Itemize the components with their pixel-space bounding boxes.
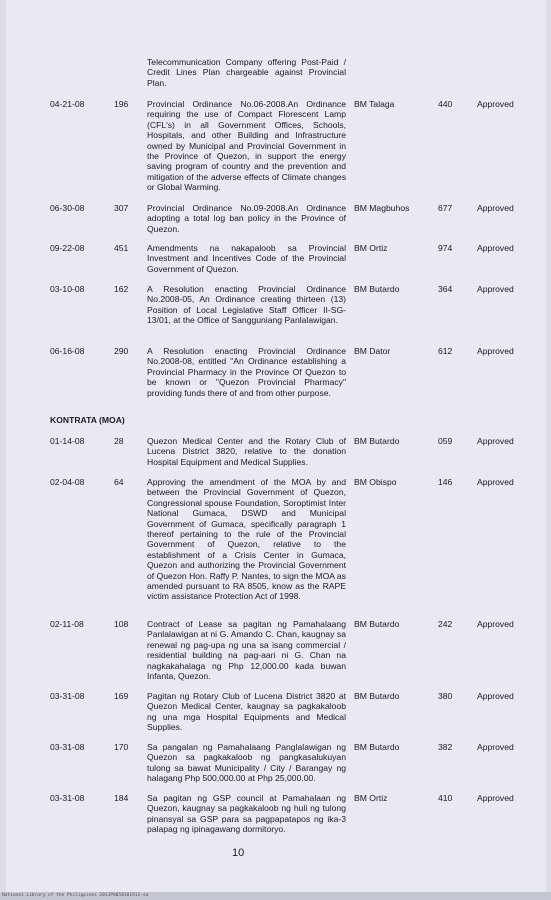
row-description: Contract of Lease sa pagitan ng Pamahalaang Panlalawigan at ni G. Amando C. Chan, kaugnay sa renewal ng pag-upa ng una sa isang commercial / residential building na pag-aari ni G. Chan na nagkakahalaga ng Php 12,000.00 kada buwan Infanta, Quezon. [147, 619, 346, 682]
row-date: 03-31-08 [50, 691, 85, 701]
row-status: Approved [477, 99, 514, 109]
row-code: 677 [438, 203, 453, 213]
row-date: 03-31-08 [50, 742, 85, 752]
row-author: BM Butardo [354, 742, 400, 752]
row-date: 04-21-08 [50, 99, 85, 109]
row-code: 364 [438, 284, 453, 294]
row-description: A Resolution enacting Provincial Ordinance No.2008-05, An Ordinance creating thirteen (13) Position of Local Legislative Staff Officer II-SG-13/01, at the Office of Sangguniang Panlalawigan. [147, 284, 346, 326]
row-code: 146 [438, 477, 453, 487]
row-status: Approved [477, 691, 514, 701]
row-date: 02-11-08 [50, 619, 84, 629]
row-code: 380 [438, 691, 453, 701]
row-description: Quezon Medical Center and the Rotary Club of Lucena District 3820, relative to the donation Hospital Equipment and Medical Supplies. [147, 436, 346, 467]
row-author: BM Butardo [354, 691, 400, 701]
row-description: Approving the amendment of the MOA by and between the Provincial Government of Quezon, Congressional spouse Foundation, Soroptimist Inter National Gumaca, DSWD and Municipal Government of Gumaca, specifically paragraph 1 thereof pertaining to the rule of the Provincial Government of Quezon, relative to the establishment of a Crisis Center in Gumaca, Quezon and authorizing the Provincial Government of Quezon Hon. Raffy P. Nantes, to sign the MOA as amended pursuant to RA 8505, know as the RAPE victim assistance Protection Act of 1998. [147, 477, 346, 602]
section-heading: KONTRATA (MOA) [50, 415, 125, 425]
row-code: 059 [438, 436, 453, 446]
row-number: 196 [114, 99, 129, 109]
row-number: 108 [114, 619, 129, 629]
row-number: 307 [114, 203, 129, 213]
row-code: 974 [438, 243, 453, 253]
row-description: Provincial Ordinance No.09-2008.An Ordinance adopting a total log ban policy in the Province of Quezon. [147, 203, 346, 234]
row-status: Approved [477, 284, 514, 294]
row-status: Approved [477, 793, 514, 803]
row-author: BM Butardo [354, 619, 400, 629]
row-number: 451 [114, 243, 129, 253]
row-description: A Resolution enacting Provincial Ordinance No.2008-08, entitled "An Ordinance establishing a Provincial Pharmacy in the Province Of Quezon to be known or "Quezon Provincial Pharmacy" providing funds there of and from other purpose. [147, 346, 346, 398]
row-code: 382 [438, 742, 453, 752]
row-status: Approved [477, 436, 514, 446]
row-description: Provincial Ordinance No.06-2008.An Ordinance requiring the use of Compact Florescent Lamp (CFL's) in all Government Offices, Schools, Hospitals, and other Building and Infrastructure owned by Municipal and Provincial Government in the Province of Quezon, in support the energy saving program of country and the prevention and mitigation of the adverse effects of Climate changes or Global Warming. [147, 99, 346, 193]
row-date: 01-14-08 [50, 436, 85, 446]
row-code: 242 [438, 619, 453, 629]
row-author: BM Ortiz [354, 793, 388, 803]
row-status: Approved [477, 346, 514, 356]
row-author: BM Dator [354, 346, 391, 356]
row-description: Pagitan ng Rotary Club of Lucena District 3820 at Quezon Medical Center, kaugnay sa pagkakaloob ng una mga Hospital Equipments and Medical Supplies. [147, 691, 346, 733]
page-number: 10 [232, 847, 245, 859]
row-author: BM Butardo [354, 436, 400, 446]
row-code: 440 [438, 99, 453, 109]
row-author: BM Obispo [354, 477, 397, 487]
row-number: 170 [114, 742, 129, 752]
row-number: 64 [114, 477, 124, 487]
row-number: 184 [114, 793, 129, 803]
row-status: Approved [477, 742, 514, 752]
row-author: BM Butardo [354, 284, 400, 294]
row-date: 03-31-08 [50, 793, 85, 803]
row-date: 02-04-08 [50, 477, 85, 487]
row-description: Telecommunication Company offering Post-Paid / Credit Lines Plan chargeable against Provincial Plan. [147, 57, 346, 88]
row-number: 28 [114, 436, 124, 446]
row-status: Approved [477, 619, 514, 629]
row-date: 06-16-08 [50, 346, 85, 356]
row-status: Approved [477, 477, 514, 487]
document-page [6, 0, 546, 893]
row-date: 09-22-08 [50, 243, 85, 253]
row-date: 06-30-08 [50, 203, 85, 213]
row-date: 03-10-08 [50, 284, 85, 294]
scan-footer: National Library of the Philippines 2013P0058301913-sa [0, 892, 551, 900]
row-code: 410 [438, 793, 453, 803]
row-author: BM Talaga [354, 99, 395, 109]
row-code: 612 [438, 346, 453, 356]
row-number: 290 [114, 346, 129, 356]
row-author: BM Ortiz [354, 243, 388, 253]
row-status: Approved [477, 203, 514, 213]
row-description: Sa pangalan ng Pamahalaang Panglalawigan ng Quezon sa pagkakaloob ng pangkasalukuyan tulong sa bawat Municipality / City / Barangay ng halagang Php 500,000.00 at Php 25,000.00. [147, 742, 346, 784]
row-author: BM Magbuhos [354, 203, 410, 213]
row-number: 162 [114, 284, 129, 294]
row-description: Amendments na nakapaloob sa Provincial Investment and Incentives Code of the Provincial Government of Quezon. [147, 243, 346, 274]
row-number: 169 [114, 691, 129, 701]
row-status: Approved [477, 243, 514, 253]
row-description: Sa pagitan ng GSP council at Pamahalaan ng Quezon, kaugnay sa pagkakaloob ng huli ng tulong pinansyal sa GSP para sa pagpapatapos ng ika-3 palapag ng ipinagawang dormitoryo. [147, 793, 346, 835]
